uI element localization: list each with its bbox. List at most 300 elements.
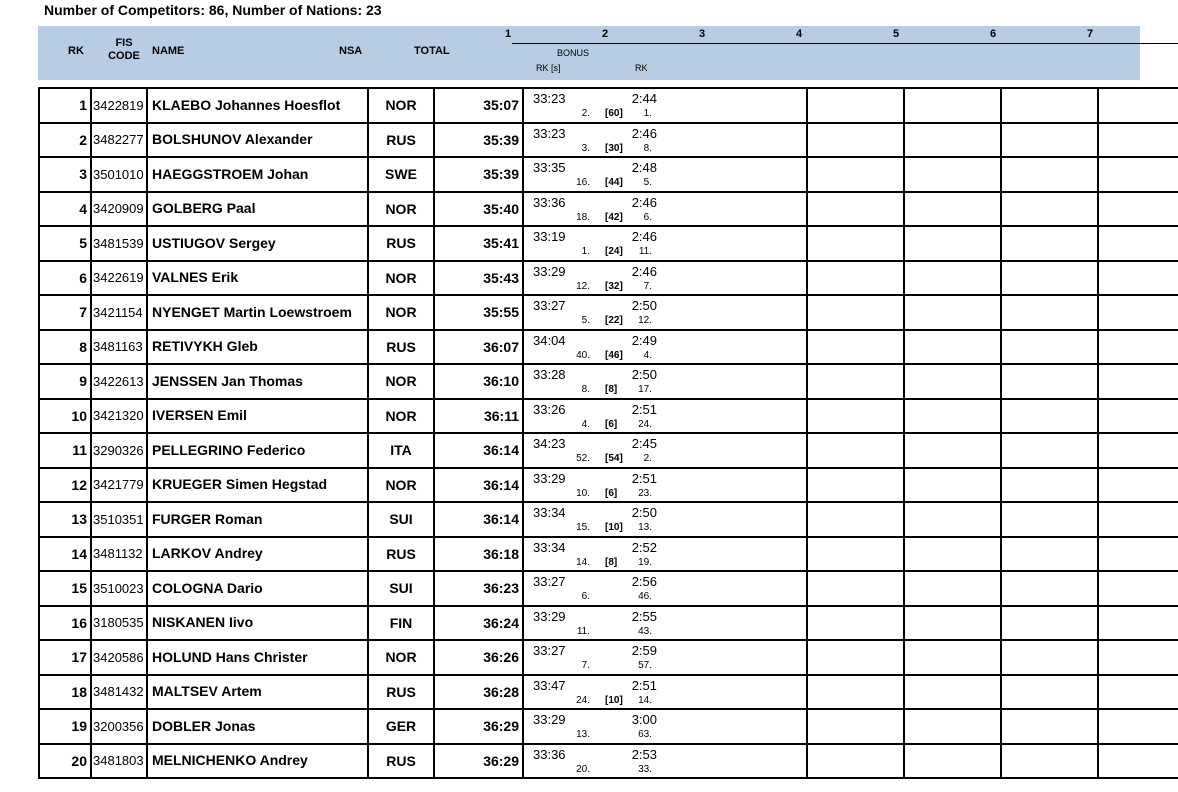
table-row — [39, 157, 1178, 192]
bonus-seconds: [8] — [605, 384, 618, 395]
athlete-name: RETIVYKH Gleb — [147, 330, 368, 365]
lap6-cell — [1098, 606, 1178, 641]
total-time: 36:07 — [434, 330, 523, 365]
results-table — [38, 87, 1178, 779]
lap6-cell — [1098, 571, 1178, 606]
lap3-cell — [807, 675, 904, 710]
lap1-rank: 15. — [576, 522, 590, 533]
rank: 10 — [39, 399, 91, 434]
lap2-time: 2:56 — [631, 574, 657, 589]
fis-code: 3180535 — [91, 606, 147, 641]
lap5-cell — [1001, 364, 1098, 399]
lap1-rank: 52. — [576, 453, 590, 464]
athlete-name: LARKOV Andrey — [147, 537, 368, 572]
laps-cell — [523, 537, 807, 572]
laps-cell — [523, 502, 807, 537]
athlete-name: MELNICHENKO Andrey — [147, 744, 368, 779]
lap2-time: 2:44 — [631, 91, 657, 106]
lap1-rank: 24. — [576, 694, 590, 706]
rank: 16 — [39, 606, 91, 641]
athlete-name: MALTSEV Artem — [147, 675, 368, 710]
header-lap-2: 2 — [601, 28, 609, 40]
lap1-time: 33:29 — [533, 263, 566, 279]
lap1-rank: 2. — [581, 108, 590, 119]
nation: SUI — [368, 571, 434, 606]
lap2-rank: 23. — [638, 487, 652, 499]
lap5-cell — [1001, 226, 1098, 261]
laps-cell — [523, 675, 807, 710]
fis-code: 3200356 — [91, 709, 147, 744]
lap2-time: 2:52 — [631, 539, 657, 555]
lap1-time: 33:47 — [533, 677, 566, 693]
rank: 14 — [39, 537, 91, 572]
lap6-cell — [1098, 226, 1178, 261]
header-lap-3: 3 — [698, 28, 706, 40]
rank: 19 — [39, 709, 91, 744]
lap2-rank: 17. — [638, 384, 652, 395]
table-row — [39, 123, 1178, 158]
header-total: TOTAL — [414, 45, 450, 57]
lap6-cell — [1098, 640, 1178, 675]
lap2-rank: 2. — [643, 453, 652, 464]
bonus-seconds: [46] — [605, 349, 623, 361]
lap1-time: 33:26 — [533, 401, 566, 417]
lap3-cell — [807, 606, 904, 641]
lap4-cell — [904, 399, 1001, 434]
lap2-rank: 5. — [643, 177, 652, 188]
lap5-cell — [1001, 571, 1098, 606]
athlete-name: NYENGET Martin Loewstroem — [147, 295, 368, 330]
bonus-seconds: [60] — [605, 108, 623, 119]
lap1-time: 33:29 — [533, 712, 566, 727]
lap1-rank: 8. — [581, 384, 590, 395]
lap3-cell — [807, 261, 904, 296]
lap1-rank: 18. — [576, 211, 590, 223]
lap2-rank: 12. — [638, 315, 652, 326]
table-row — [39, 571, 1178, 606]
lap6-cell — [1098, 709, 1178, 744]
nation: NOR — [368, 88, 434, 123]
bonus-seconds: [8] — [605, 556, 618, 568]
lap1-rank: 3. — [581, 142, 590, 154]
table-row — [39, 433, 1178, 468]
lap6-cell — [1098, 295, 1178, 330]
lap5-cell — [1001, 399, 1098, 434]
athlete-name: COLOGNA Dario — [147, 571, 368, 606]
athlete-name: DOBLER Jonas — [147, 709, 368, 744]
lap2-time: 2:46 — [631, 125, 657, 141]
nation: ITA — [368, 433, 434, 468]
lap6-cell — [1098, 157, 1178, 192]
rank: 13 — [39, 502, 91, 537]
bonus-seconds: [44] — [605, 177, 623, 188]
bonus-seconds: [42] — [605, 211, 623, 223]
table-row — [39, 709, 1178, 744]
fis-code: 3481132 — [91, 537, 147, 572]
lap6-cell — [1098, 261, 1178, 296]
lap1-time: 33:27 — [533, 643, 566, 658]
lap4-cell — [904, 261, 1001, 296]
laps-cell — [523, 468, 807, 503]
lap2-time: 2:53 — [631, 746, 657, 762]
total-time: 36:18 — [434, 537, 523, 572]
header-rk-2: RK — [635, 63, 648, 73]
nation: RUS — [368, 123, 434, 158]
rank: 7 — [39, 295, 91, 330]
lap5-cell — [1001, 640, 1098, 675]
laps-cell — [523, 744, 807, 779]
fis-code: 3482277 — [91, 123, 147, 158]
nation: RUS — [368, 744, 434, 779]
table-row — [39, 744, 1178, 779]
lap4-cell — [904, 330, 1001, 365]
total-time: 36:29 — [434, 744, 523, 779]
laps-cell — [523, 88, 807, 123]
lap4-cell — [904, 675, 1001, 710]
bonus-seconds: [10] — [605, 694, 623, 706]
lap3-cell — [807, 468, 904, 503]
lap1-time: 33:29 — [533, 608, 566, 624]
table-row — [39, 640, 1178, 675]
lap1-rank: 12. — [576, 280, 590, 292]
total-time: 36:14 — [434, 468, 523, 503]
lap1-time: 33:28 — [533, 367, 566, 382]
lap3-cell — [807, 123, 904, 158]
table-row — [39, 226, 1178, 261]
lap3-cell — [807, 399, 904, 434]
lap5-cell — [1001, 157, 1098, 192]
nation: NOR — [368, 640, 434, 675]
athlete-name: NISKANEN Iivo — [147, 606, 368, 641]
bonus-seconds: [22] — [605, 315, 623, 326]
lap6-cell — [1098, 192, 1178, 227]
total-time: 36:24 — [434, 606, 523, 641]
lap2-time: 2:51 — [631, 677, 657, 693]
laps-cell — [523, 226, 807, 261]
fis-code: 3422613 — [91, 364, 147, 399]
athlete-name: KLAEBO Johannes Hoesflot — [147, 88, 368, 123]
lap1-time: 33:23 — [533, 125, 566, 141]
lap2-rank: 19. — [638, 556, 652, 568]
table-row — [39, 468, 1178, 503]
rank: 11 — [39, 433, 91, 468]
header-divider — [512, 43, 1178, 44]
header-lap-5: 5 — [892, 28, 900, 40]
fis-code: 3501010 — [91, 157, 147, 192]
lap5-cell — [1001, 468, 1098, 503]
header-rk: RK — [68, 45, 84, 57]
lap3-cell — [807, 640, 904, 675]
table-row — [39, 606, 1178, 641]
competitors-summary: Number of Competitors: 86, Number of Nations: 23 — [44, 2, 382, 18]
lap5-cell — [1001, 606, 1098, 641]
lap2-rank: 11. — [638, 246, 652, 257]
lap3-cell — [807, 157, 904, 192]
laps-cell — [523, 364, 807, 399]
bonus-seconds: [10] — [605, 522, 623, 533]
total-time: 35:43 — [434, 261, 523, 296]
total-time: 36:29 — [434, 709, 523, 744]
nation: NOR — [368, 468, 434, 503]
rank: 8 — [39, 330, 91, 365]
lap4-cell — [904, 88, 1001, 123]
rank: 9 — [39, 364, 91, 399]
lap1-rank: 40. — [576, 349, 590, 361]
lap2-rank: 6. — [643, 211, 652, 223]
lap2-time: 2:49 — [631, 332, 657, 348]
lap4-cell — [904, 192, 1001, 227]
lap2-time: 2:55 — [631, 608, 657, 624]
fis-code: 3421320 — [91, 399, 147, 434]
lap4-cell — [904, 537, 1001, 572]
lap4-cell — [904, 744, 1001, 779]
lap5-cell — [1001, 675, 1098, 710]
total-time: 35:55 — [434, 295, 523, 330]
nation: SWE — [368, 157, 434, 192]
athlete-name: KRUEGER Simen Hegstad — [147, 468, 368, 503]
total-time: 36:26 — [434, 640, 523, 675]
bonus-seconds: [6] — [605, 418, 618, 430]
laps-cell — [523, 606, 807, 641]
nation: FIN — [368, 606, 434, 641]
laps-cell — [523, 157, 807, 192]
results-body — [39, 88, 1178, 778]
rank: 3 — [39, 157, 91, 192]
lap4-cell — [904, 295, 1001, 330]
header-bonus: BONUS — [557, 48, 590, 58]
laps-cell — [523, 192, 807, 227]
lap2-rank: 13. — [638, 522, 652, 533]
lap6-cell — [1098, 399, 1178, 434]
lap1-time: 33:27 — [533, 574, 566, 589]
fis-code: 3421779 — [91, 468, 147, 503]
lap1-time: 33:19 — [533, 229, 566, 244]
lap1-time: 33:35 — [533, 160, 566, 175]
nation: RUS — [368, 537, 434, 572]
lap2-time: 2:46 — [631, 194, 657, 210]
lap6-cell — [1098, 537, 1178, 572]
table-row — [39, 399, 1178, 434]
fis-code: 3422619 — [91, 261, 147, 296]
lap6-cell — [1098, 502, 1178, 537]
nation: NOR — [368, 399, 434, 434]
athlete-name: HOLUND Hans Christer — [147, 640, 368, 675]
lap1-rank: 11. — [576, 625, 590, 637]
total-time: 36:10 — [434, 364, 523, 399]
lap1-time: 33:34 — [533, 505, 566, 520]
lap6-cell — [1098, 433, 1178, 468]
nation: GER — [368, 709, 434, 744]
lap2-time: 2:48 — [631, 160, 657, 175]
lap1-time: 33:36 — [533, 746, 566, 762]
lap3-cell — [807, 88, 904, 123]
total-time: 36:14 — [434, 433, 523, 468]
table-row — [39, 261, 1178, 296]
lap5-cell — [1001, 502, 1098, 537]
lap4-cell — [904, 226, 1001, 261]
lap1-time: 34:23 — [533, 436, 566, 451]
athlete-name: IVERSEN Emil — [147, 399, 368, 434]
lap1-rank: 5. — [581, 315, 590, 326]
lap3-cell — [807, 709, 904, 744]
lap6-cell — [1098, 468, 1178, 503]
rank: 15 — [39, 571, 91, 606]
athlete-name: FURGER Roman — [147, 502, 368, 537]
lap1-rank: 13. — [576, 729, 590, 740]
lap5-cell — [1001, 537, 1098, 572]
lap1-rank: 10. — [576, 487, 590, 499]
lap6-cell — [1098, 123, 1178, 158]
lap2-rank: 14. — [638, 694, 652, 706]
lap6-cell — [1098, 364, 1178, 399]
fis-code: 3481803 — [91, 744, 147, 779]
fis-code: 3481163 — [91, 330, 147, 365]
athlete-name: JENSSEN Jan Thomas — [147, 364, 368, 399]
nation: RUS — [368, 226, 434, 261]
table-row — [39, 502, 1178, 537]
rank: 17 — [39, 640, 91, 675]
nation: SUI — [368, 502, 434, 537]
lap1-time: 33:36 — [533, 194, 566, 210]
header-lap-1: 1 — [504, 28, 512, 40]
rank: 2 — [39, 123, 91, 158]
laps-cell — [523, 640, 807, 675]
lap5-cell — [1001, 123, 1098, 158]
lap3-cell — [807, 226, 904, 261]
total-time: 35:39 — [434, 123, 523, 158]
lap1-time: 33:27 — [533, 298, 566, 313]
lap1-rank: 1. — [581, 246, 590, 257]
lap3-cell — [807, 364, 904, 399]
bonus-seconds: [6] — [605, 487, 618, 499]
table-row — [39, 675, 1178, 710]
nation: NOR — [368, 192, 434, 227]
lap2-time: 2:50 — [631, 505, 657, 520]
lap2-rank: 24. — [638, 418, 652, 430]
lap1-time: 34:04 — [533, 332, 566, 348]
bonus-seconds: [32] — [605, 280, 623, 292]
rank: 5 — [39, 226, 91, 261]
fis-code: 3481539 — [91, 226, 147, 261]
rank: 18 — [39, 675, 91, 710]
lap5-cell — [1001, 433, 1098, 468]
fis-code: 3510351 — [91, 502, 147, 537]
fis-code: 3421154 — [91, 295, 147, 330]
lap4-cell — [904, 123, 1001, 158]
table-row — [39, 537, 1178, 572]
lap2-time: 2:50 — [631, 367, 657, 382]
fis-code: 3422819 — [91, 88, 147, 123]
header-lap-7: 7 — [1086, 28, 1094, 40]
lap6-cell — [1098, 744, 1178, 779]
rank: 1 — [39, 88, 91, 123]
lap1-rank: 20. — [576, 763, 590, 775]
laps-cell — [523, 399, 807, 434]
lap5-cell — [1001, 295, 1098, 330]
total-time: 35:39 — [434, 157, 523, 192]
lap1-time: 33:23 — [533, 91, 566, 106]
total-time: 35:40 — [434, 192, 523, 227]
lap3-cell — [807, 537, 904, 572]
table-row — [39, 330, 1178, 365]
lap5-cell — [1001, 261, 1098, 296]
laps-cell — [523, 433, 807, 468]
lap2-time: 2:46 — [631, 263, 657, 279]
total-time: 36:23 — [434, 571, 523, 606]
lap3-cell — [807, 330, 904, 365]
rank: 4 — [39, 192, 91, 227]
lap4-cell — [904, 640, 1001, 675]
table-row — [39, 88, 1178, 123]
athlete-name: USTIUGOV Sergey — [147, 226, 368, 261]
laps-cell — [523, 261, 807, 296]
lap2-rank: 33. — [638, 763, 652, 775]
lap5-cell — [1001, 744, 1098, 779]
lap4-cell — [904, 364, 1001, 399]
lap6-cell — [1098, 330, 1178, 365]
nation: RUS — [368, 675, 434, 710]
table-header — [38, 26, 1140, 80]
table-row — [39, 192, 1178, 227]
lap2-rank: 7. — [643, 280, 652, 292]
athlete-name: HAEGGSTROEM Johan — [147, 157, 368, 192]
table-row — [39, 364, 1178, 399]
total-time: 36:14 — [434, 502, 523, 537]
lap3-cell — [807, 571, 904, 606]
lap1-rank: 16. — [576, 177, 590, 188]
nation: NOR — [368, 261, 434, 296]
athlete-name: BOLSHUNOV Alexander — [147, 123, 368, 158]
rank: 20 — [39, 744, 91, 779]
laps-cell — [523, 330, 807, 365]
fis-code: 3420586 — [91, 640, 147, 675]
lap1-rank: 7. — [581, 660, 590, 671]
lap2-rank: 4. — [643, 349, 652, 361]
lap2-rank: 63. — [638, 729, 652, 740]
lap4-cell — [904, 606, 1001, 641]
athlete-name: GOLBERG Paal — [147, 192, 368, 227]
fis-code: 3510023 — [91, 571, 147, 606]
lap2-rank: 1. — [643, 108, 652, 119]
fis-code: 3481432 — [91, 675, 147, 710]
lap4-cell — [904, 709, 1001, 744]
header-lap-4: 4 — [795, 28, 803, 40]
header-fis-code: FIS CODE — [108, 37, 140, 62]
nation: RUS — [368, 330, 434, 365]
lap5-cell — [1001, 88, 1098, 123]
laps-cell — [523, 295, 807, 330]
lap6-cell — [1098, 88, 1178, 123]
rank: 12 — [39, 468, 91, 503]
total-time: 35:41 — [434, 226, 523, 261]
lap2-time: 2:46 — [631, 229, 657, 244]
lap4-cell — [904, 157, 1001, 192]
header-lap-6: 6 — [989, 28, 997, 40]
lap5-cell — [1001, 709, 1098, 744]
total-time: 35:07 — [434, 88, 523, 123]
table-row — [39, 295, 1178, 330]
lap1-rank: 14. — [576, 556, 590, 568]
lap5-cell — [1001, 192, 1098, 227]
fis-code: 3420909 — [91, 192, 147, 227]
lap2-rank: 57. — [638, 660, 652, 671]
lap2-rank: 8. — [643, 142, 652, 154]
lap1-rank: 4. — [581, 418, 590, 430]
header-nsa: NSA — [339, 45, 363, 57]
header-rk-s: RK [s] — [536, 63, 561, 73]
lap6-cell — [1098, 675, 1178, 710]
bonus-seconds: [54] — [605, 453, 623, 464]
